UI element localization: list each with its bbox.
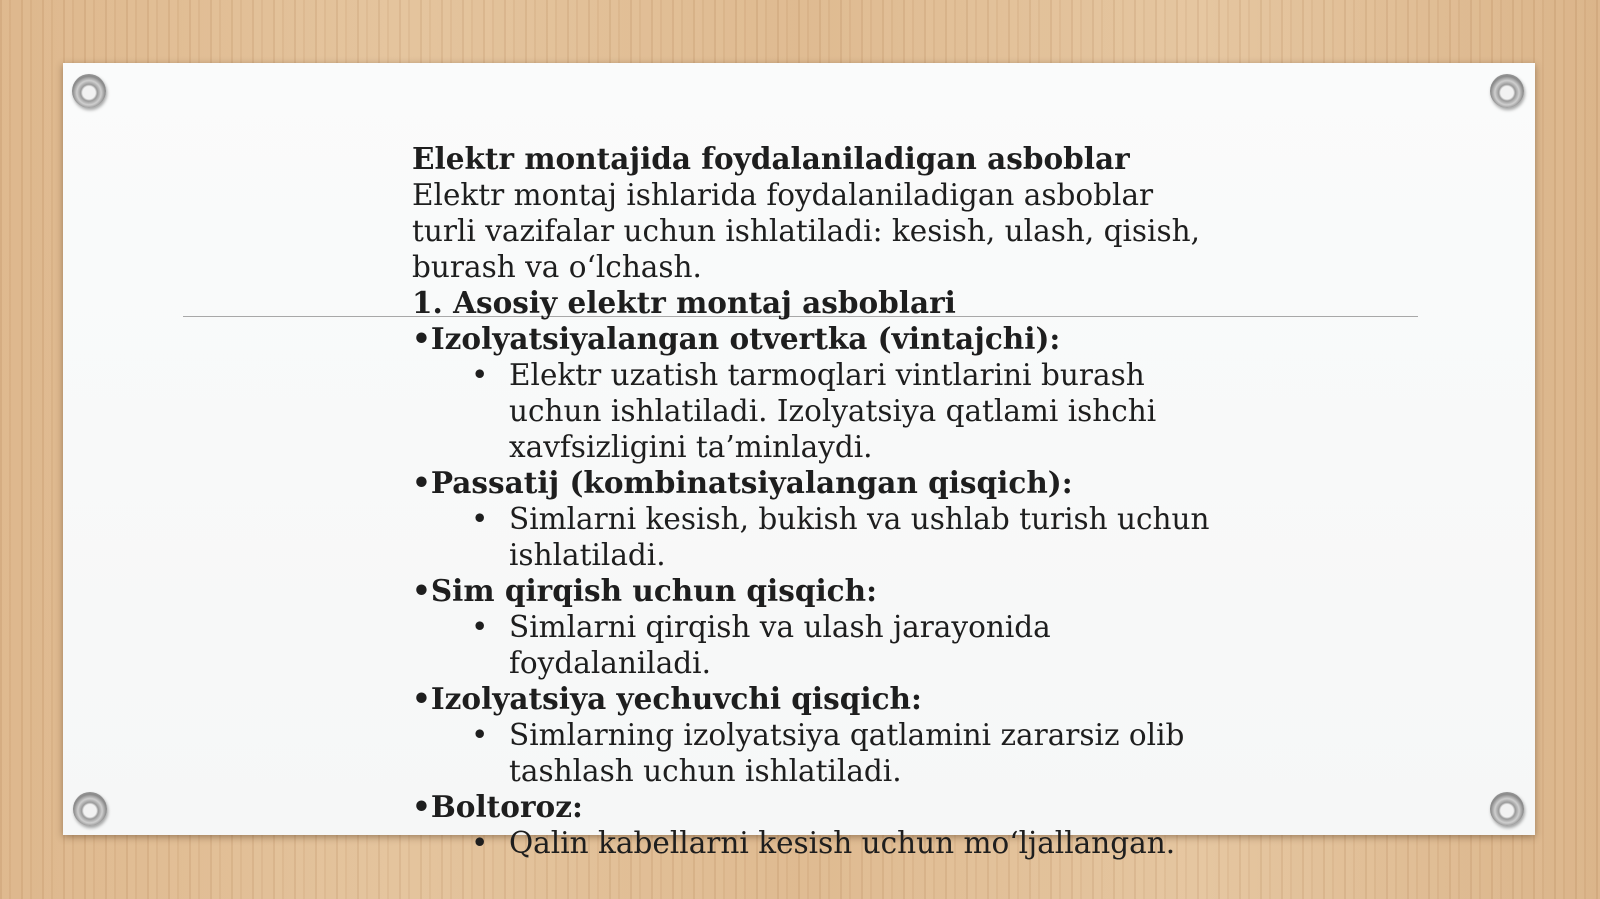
tool-description: • Elektr uzatish tarmoqlari vintlarini burash uchun ishlatiladi. Izolyatsiya qatlami ishchi xavfsizligini ta’minlaydi.: [471, 358, 1157, 464]
intro-line: turli vazifalar uchun ishlatiladi: kesish, ulash, qisish,: [412, 214, 1201, 248]
bullet-icon: •: [471, 826, 489, 860]
intro-line: burash va o‘lchash.: [412, 250, 702, 284]
pin-icon-bottom-left: [73, 792, 107, 826]
bullet-icon: •: [471, 718, 489, 752]
tool-name: •Boltoroz:: [412, 789, 583, 824]
intro-line: Elektr montaj ishlarida foydalaniladigan asboblar: [412, 178, 1154, 212]
bullet-icon: •: [471, 610, 489, 644]
slide-title: Elektr montajida foydalaniladigan asboblar: [412, 141, 1130, 176]
tool-name: •Passatij (kombinatsiyalangan qisqich):: [412, 465, 1073, 500]
section-heading: 1. Asosiy elektr montaj asboblari: [412, 285, 956, 320]
tool-description: • Qalin kabellarni kesish uchun mo‘ljallangan.: [471, 826, 1176, 860]
pin-icon-bottom-right: [1490, 792, 1524, 826]
tool-description: • Simlarning izolyatsiya qatlamini zararsiz olib tashlash uchun ishlatiladi.: [471, 718, 1185, 788]
pin-icon-top-right: [1490, 74, 1524, 108]
tool-description: • Simlarni kesish, bukish va ushlab turish uchun ishlatiladi.: [471, 502, 1210, 572]
tool-name: •Izolyatsiyalangan otvertka (vintajchi):: [412, 321, 1061, 356]
bullet-icon: •: [471, 358, 489, 392]
slide-content: [412, 141, 1212, 861]
pin-icon-top-left: [72, 74, 106, 108]
tool-name: •Izolyatsiya yechuvchi qisqich:: [412, 681, 922, 716]
tool-description: • Simlarni qirqish va ulash jarayonida foydalaniladi.: [471, 610, 1051, 680]
bullet-icon: •: [471, 502, 489, 536]
tool-name: •Sim qirqish uchun qisqich:: [412, 573, 877, 608]
